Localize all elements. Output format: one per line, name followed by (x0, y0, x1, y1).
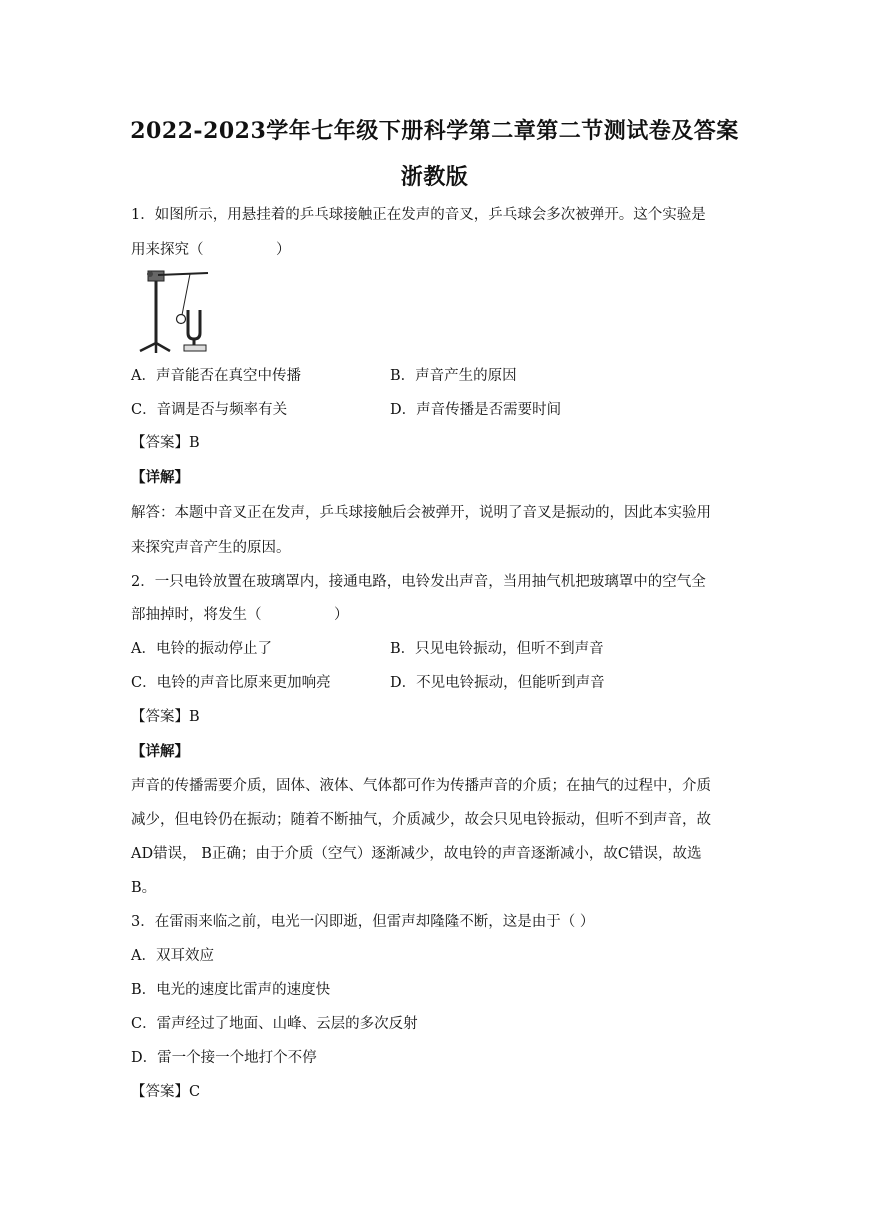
q2-stem-line2: 部抽掉时，将发生（ ） (131, 607, 349, 623)
q2-option-d: D．不见电铃振动，但能听到声音 (390, 675, 605, 691)
q3-option-c: C．雷声经过了地面、山峰、云层的多次反射 (131, 1016, 418, 1032)
q2-option-b: B．只见电铃振动，但听不到声音 (390, 641, 604, 657)
q2-option-c: C．电铃的声音比原来更加响亮 (131, 675, 331, 691)
q2-answer: 【答案】B (131, 709, 200, 725)
q2-stem-line1: 2．一只电铃放置在玻璃罩内，接通电路，电铃发出声音，当用抽气机把玻璃罩中的空气全 (131, 574, 706, 590)
q1-stem-line1: 1．如图所示，用悬挂着的乒乓球接触正在发声的音叉，乒乓球会多次被弹开。这个实验是 (131, 207, 706, 223)
page-subtitle: 浙教版 (400, 164, 469, 190)
q2-detail-line4: B。 (131, 880, 157, 896)
q3-answer: 【答案】C (131, 1084, 201, 1100)
q2-detail-line3: AD错误， B正确；由于介质（空气）逐渐减少，故电铃的声音逐渐减小，故C错误，故选 (131, 846, 702, 862)
q3-option-d: D．雷一个接一个地打个不停 (131, 1050, 317, 1066)
q2-detail-line1: 声音的传播需要介质，固体、液体、气体都可作为传播声音的介质；在抽气的过程中，介质 (131, 778, 711, 794)
q1-option-d: D．声音传播是否需要时间 (390, 402, 562, 418)
q1-option-c: C．音调是否与频率有关 (131, 402, 288, 418)
q1-option-b: B．声音产生的原因 (390, 368, 517, 384)
q1-answer: 【答案】B (131, 435, 200, 451)
q1-detail-line1: 解答：本题中音叉正在发声，乒乓球接触后会被弹开，说明了音叉是振动的，因此本实验用 (131, 505, 711, 521)
page-title: 2022-2023学年七年级下册科学第二章第二节测试卷及答案 (130, 118, 739, 144)
tuning-fork-pingpong-figure (130, 265, 212, 357)
q3-stem-line1: 3．在雷雨来临之前，电光一闪即逝，但雷声却隆隆不断，这是由于（ ） (131, 914, 595, 930)
q1-stem-line2: 用来探究（ ） (131, 242, 291, 258)
q1-detail-line2: 来探究声音产生的原因。 (131, 540, 291, 556)
q1-option-a: A．声音能否在真空中传播 (131, 368, 301, 384)
q2-option-a: A．电铃的振动停止了 (131, 641, 272, 657)
q3-option-a: A．双耳效应 (131, 948, 214, 964)
q2-detail-line2: 减少，但电铃仍在振动；随着不断抽气，介质减少，故会只见电铃振动，但听不到声音，故 (131, 812, 711, 828)
q1-detail-label: 【详解】 (131, 469, 189, 486)
q2-detail-label: 【详解】 (131, 743, 189, 760)
q3-option-b: B．电光的速度比雷声的速度快 (131, 982, 331, 998)
